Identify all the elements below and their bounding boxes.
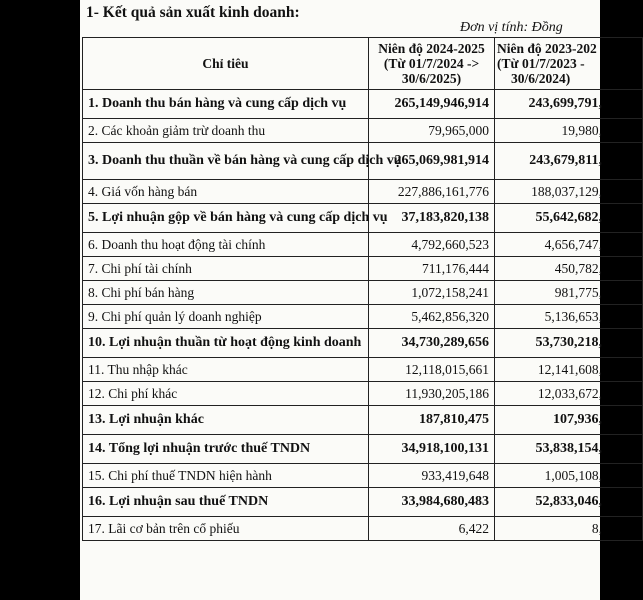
table-body — [83, 90, 643, 541]
document-page — [80, 0, 600, 600]
row-value-2024-2025: 33,984,680,483 — [369, 488, 495, 517]
row-value-2024-2025: 187,810,475 — [369, 406, 495, 435]
row-label: 3. Doanh thu thuần về bán hàng và cung cấp dịch vụ — [83, 143, 369, 180]
row-label: 11. Thu nhập khác — [83, 358, 369, 382]
results-table — [82, 37, 643, 541]
header-col1-line2: (Từ 01/7/2024 -> — [383, 56, 480, 71]
header-period-2024-2025 — [369, 38, 495, 90]
row-label: 4. Giá vốn hàng bán — [83, 180, 369, 204]
header-col2-line2: (Từ 01/7/2023 - — [497, 56, 585, 71]
row-value-2023-2024: 981,775, — [495, 281, 643, 305]
row-value-2023-2024: 188,037,129, — [495, 180, 643, 204]
table-row — [83, 464, 643, 488]
table-row — [83, 358, 643, 382]
table-row — [83, 257, 643, 281]
row-value-2024-2025: 34,918,100,131 — [369, 435, 495, 464]
row-label: 5. Lợi nhuận gộp về bán hàng và cung cấp dịch vụ — [83, 204, 369, 233]
table-row — [83, 233, 643, 257]
header-col2-line3: 30/6/2024) — [511, 71, 571, 86]
row-value-2024-2025: 12,118,015,661 — [369, 358, 495, 382]
row-value-2024-2025: 5,462,856,320 — [369, 305, 495, 329]
table-row — [83, 180, 643, 204]
row-value-2024-2025: 37,183,820,138 — [369, 204, 495, 233]
header-col1-line1: Niên độ 2024-2025 — [378, 41, 485, 56]
row-value-2024-2025: 1,072,158,241 — [369, 281, 495, 305]
row-value-2023-2024: 52,833,046, — [495, 488, 643, 517]
row-value-2024-2025: 227,886,161,776 — [369, 180, 495, 204]
row-value-2023-2024: 8, — [495, 517, 643, 541]
header-col2-line1: Niên độ 2023-202 — [497, 41, 597, 56]
table-row — [83, 517, 643, 541]
row-label: 8. Chi phí bán hàng — [83, 281, 369, 305]
row-value-2023-2024: 107,936, — [495, 406, 643, 435]
row-label: 13. Lợi nhuận khác — [83, 406, 369, 435]
header-period-2023-2024 — [495, 38, 643, 90]
table-row — [83, 329, 643, 358]
row-value-2023-2024: 1,005,108, — [495, 464, 643, 488]
row-value-2024-2025: 4,792,660,523 — [369, 233, 495, 257]
row-value-2023-2024: 450,782, — [495, 257, 643, 281]
row-label: 10. Lợi nhuận thuần từ hoạt động kinh doanh — [83, 329, 369, 358]
row-value-2023-2024: 53,838,154, — [495, 435, 643, 464]
row-value-2024-2025: 34,730,289,656 — [369, 329, 495, 358]
header-indicator: Chỉ tiêu — [83, 38, 369, 90]
row-value-2023-2024: 243,679,811, — [495, 143, 643, 180]
row-label: 17. Lãi cơ bản trên cổ phiếu — [83, 517, 369, 541]
table-row — [83, 305, 643, 329]
unit-note: Đơn vị tính: Đồng — [460, 20, 563, 35]
row-value-2024-2025: 11,930,205,186 — [369, 382, 495, 406]
row-value-2023-2024: 53,730,218, — [495, 329, 643, 358]
table-row — [83, 406, 643, 435]
row-label: 2. Các khoản giảm trừ doanh thu — [83, 119, 369, 143]
section-title: 1- Kết quả sản xuất kinh doanh: — [86, 4, 300, 21]
table-row — [83, 382, 643, 406]
table-row — [83, 281, 643, 305]
table-row — [83, 204, 643, 233]
row-value-2024-2025: 933,419,648 — [369, 464, 495, 488]
table-row — [83, 90, 643, 119]
header-col1-line3: 30/6/2025) — [401, 71, 462, 86]
row-value-2024-2025: 79,965,000 — [369, 119, 495, 143]
table-row — [83, 119, 643, 143]
row-value-2024-2025: 265,069,981,914 — [369, 143, 495, 180]
row-value-2023-2024: 19,980, — [495, 119, 643, 143]
row-label: 14. Tổng lợi nhuận trước thuế TNDN — [83, 435, 369, 464]
row-label: 9. Chi phí quản lý doanh nghiệp — [83, 305, 369, 329]
row-value-2023-2024: 243,699,791, — [495, 90, 643, 119]
row-label: 1. Doanh thu bán hàng và cung cấp dịch vụ — [83, 90, 369, 119]
row-value-2023-2024: 5,136,653, — [495, 305, 643, 329]
row-label: 15. Chi phí thuế TNDN hiện hành — [83, 464, 369, 488]
table-row — [83, 143, 643, 180]
table-header-row — [83, 38, 643, 90]
row-value-2024-2025: 265,149,946,914 — [369, 90, 495, 119]
row-value-2024-2025: 6,422 — [369, 517, 495, 541]
row-value-2023-2024: 55,642,682, — [495, 204, 643, 233]
table-row — [83, 488, 643, 517]
row-value-2023-2024: 4,656,747, — [495, 233, 643, 257]
row-label: 12. Chi phí khác — [83, 382, 369, 406]
table-row — [83, 435, 643, 464]
row-label: 16. Lợi nhuận sau thuế TNDN — [83, 488, 369, 517]
row-value-2024-2025: 711,176,444 — [369, 257, 495, 281]
row-label: 7. Chi phí tài chính — [83, 257, 369, 281]
row-value-2023-2024: 12,141,608, — [495, 358, 643, 382]
row-value-2023-2024: 12,033,672, — [495, 382, 643, 406]
row-label: 6. Doanh thu hoạt động tài chính — [83, 233, 369, 257]
